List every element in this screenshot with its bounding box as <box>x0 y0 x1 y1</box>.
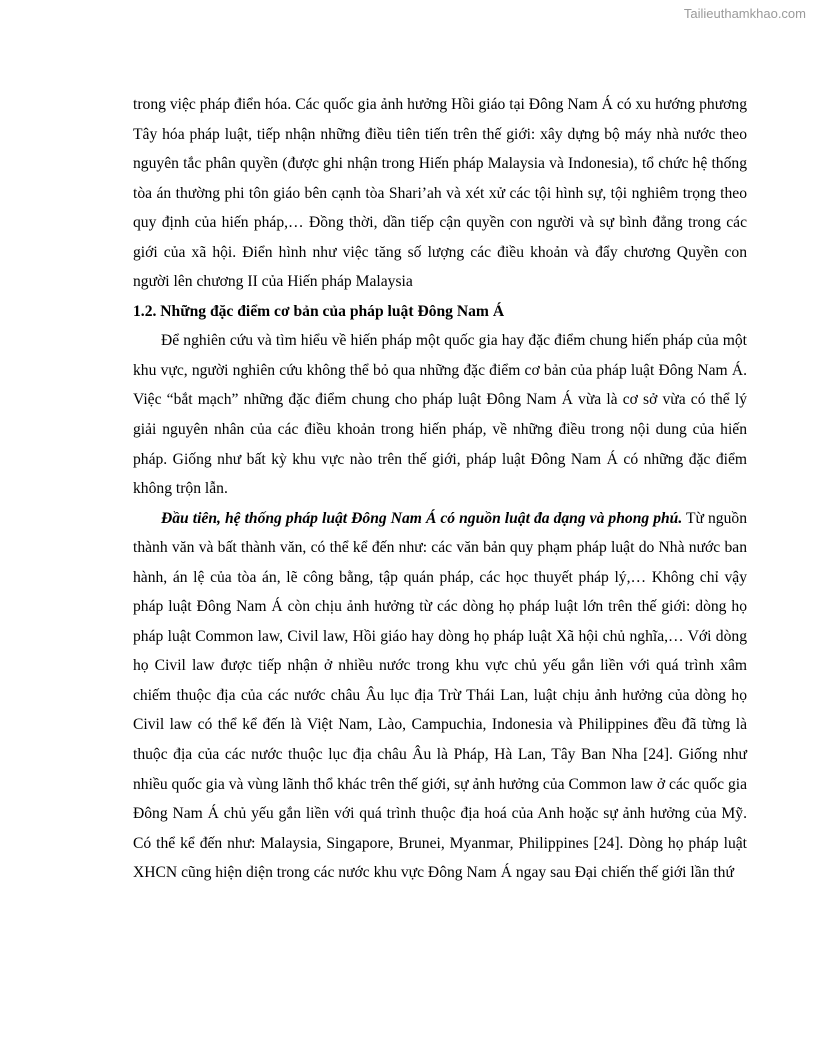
paragraph-lead-sentence: Đầu tiên, hệ thống pháp luật Đông Nam Á có nguồn luật đa dạng và phong phú. <box>161 509 683 527</box>
paragraph-continuation: trong việc pháp điển hóa. Các quốc gia ảnh hưởng Hồi giáo tại Đông Nam Á có xu hướng phương Tây hóa pháp luật, tiếp nhận những điều tiên tiến trên thế giới: xây dựng bộ máy nhà nước theo nguyên tắc phân quyền (được ghi nhận trong Hiến pháp Malaysia và Indonesia), tổ chức hệ thống tòa án thường phi tôn giáo bên cạnh tòa Shari’ah và xét xử các tội hình sự, tội nghiêm trọng theo quy định của hiến pháp,… Đồng thời, dần tiếp cận quyền con người và sự bình đẳng trong các giới của xã hội. Điển hình như việc tăng số lượng các điều khoản và đẩy chương Quyền con người lên chương II của Hiến pháp Malaysia <box>133 96 747 291</box>
paragraph-sources <box>133 504 747 888</box>
paragraph-body: Từ nguồn thành văn và bất thành văn, có thể kể đến như: các văn bản quy phạm pháp luật do Nhà nước ban hành, án lệ của tòa án, lẽ công bằng, tập quán pháp, các học thuyết pháp lý,… Không chỉ vậy pháp luật Đông Nam Á còn chịu ảnh hưởng từ các dòng họ pháp luật lớn trên thế giới: dòng họ pháp luật Common law, Civil law, Hồi giáo hay dòng họ pháp luật Xã hội chủ nghĩa,… Với dòng họ Civil law được tiếp nhận ở nhiều nước trong khu vực chủ yếu gắn liền với quá trình xâm chiếm thuộc địa của các nước châu Âu lục địa Trừ Thái Lan, luật chịu ảnh hưởng của dòng họ Civil law có thể kể đến là Việt Nam, Lào, Campuchia, Indonesia và Philippines đều đã từng là thuộc địa của các nước thuộc lục địa châu Âu là Pháp, Hà Lan, Tây Ban Nha [24]. Giống như nhiều quốc gia và vùng lãnh thổ khác trên thế giới, sự ảnh hưởng của Common law ở các quốc gia Đông Nam Á chủ yếu gắn liền với quá trình thuộc địa hoá của Anh hoặc sự ảnh hưởng của Mỹ. Có thể kể đến như: Malaysia, Singapore, Brunei, Myanmar, Philippines [24]. Dòng họ pháp luật XHCN cũng hiện diện trong các nước khu vực Đông Nam Á ngay sau Đại chiến thế giới lần thứ <box>133 509 747 882</box>
document-page <box>133 90 747 888</box>
paragraph-introduction: Để nghiên cứu và tìm hiểu về hiến pháp một quốc gia hay đặc điểm chung hiến pháp của một khu vực, người nghiên cứu không thể bỏ qua những đặc điểm cơ bản của pháp luật Đông Nam Á. Việc “bắt mạch” những đặc điểm chung cho pháp luật Đông Nam Á vừa là cơ sở vừa có thể lý giải nguyên nhân của các điều khoản trong hiến pháp, về những điều trong nội dung của hiến pháp. Giống như bất kỳ khu vực nào trên thế giới, pháp luật Đông Nam Á có những đặc điểm không trộn lẫn. <box>133 332 747 498</box>
section-heading: 1.2. Những đặc điểm cơ bản của pháp luật Đông Nam Á <box>133 302 505 320</box>
watermark-text: Tailieuthamkhao.com <box>683 6 806 21</box>
